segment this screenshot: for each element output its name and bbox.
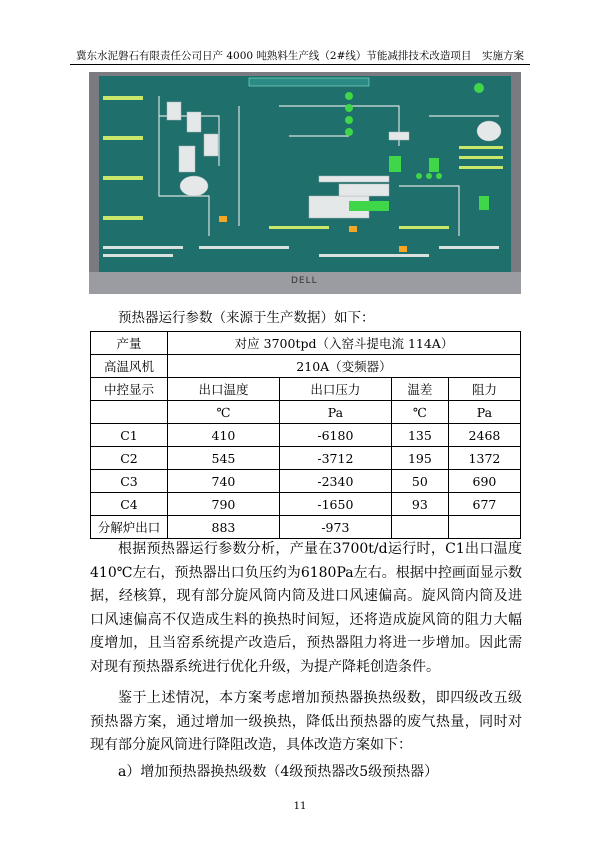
monitor-brand: DELL	[291, 276, 318, 286]
table-cell: ℃	[168, 401, 280, 424]
table-cell: 210A（变频器）	[168, 355, 521, 378]
table-cell	[391, 516, 448, 539]
table-cell: -6180	[279, 424, 391, 447]
table-cell: 740	[168, 470, 280, 493]
page-number: 11	[293, 801, 307, 812]
dcs-screen	[99, 76, 511, 272]
table-cell: 883	[168, 516, 280, 539]
table-cell: -1650	[279, 493, 391, 516]
table-cell: 677	[448, 493, 520, 516]
table-row	[91, 424, 521, 447]
paragraph-text: 根据预热器运行参数分析，产量在3700t/d运行时，C1出口温度410℃左右，预热器出口负压约为6180Pa左右。根据中控画面显示数据，经核算，现有部分旋风筒内筒及进口风速偏高。旋风筒内筒及进口风速偏高不仅造成生料的换热时间短，还将造成旋风筒的阻力大幅度增加，且当窑系统提产改造后，预热器阻力将进一步增加。因此需对现有预热器系统进行优化升级，为提产降耗创造条件。	[90, 541, 522, 675]
table-row	[91, 378, 521, 401]
preheater-params-table	[90, 331, 521, 539]
table-cell: 对应 3700tpd（入窑斗提电流 114A）	[168, 332, 521, 355]
table-cell: -2340	[279, 470, 391, 493]
row-label: C4	[91, 493, 168, 516]
table-cell: 545	[168, 447, 280, 470]
list-item-a: a）增加预热器换热级数（4级预热器改5级预热器）	[118, 764, 439, 780]
table-cell: 阻力	[448, 378, 520, 401]
table-row	[91, 493, 521, 516]
paragraph-text: 鉴于上述情况，本方案考虑增加预热器换热级数，即四级改五级预热器方案，通过增加一级换热，降低出预热器的废气热量，同时对现有部分旋风筒进行降阻改造，具体改造方案如下：	[90, 690, 522, 753]
page-header	[70, 44, 530, 65]
header-section: 实施方案	[482, 50, 524, 62]
table-cell: -3712	[279, 447, 391, 470]
table-cell: ℃	[391, 401, 448, 424]
paragraph-analysis	[90, 538, 522, 679]
table-row	[91, 470, 521, 493]
paragraph-plan	[90, 687, 522, 758]
table-cell: 93	[391, 493, 448, 516]
table-row	[91, 516, 521, 539]
table-cell: 2468	[448, 424, 520, 447]
table-cell: 135	[391, 424, 448, 447]
row-label: 产量	[91, 332, 168, 355]
table-cell: 410	[168, 424, 280, 447]
table-cell: -973	[279, 516, 391, 539]
table-cell: Pa	[279, 401, 391, 424]
dcs-screen-photo	[89, 72, 521, 294]
table-cell: 690	[448, 470, 520, 493]
row-label	[91, 401, 168, 424]
row-label: 高温风机	[91, 355, 168, 378]
table-cell: 1372	[448, 447, 520, 470]
table-row	[91, 447, 521, 470]
table-row	[91, 355, 521, 378]
process-diagram-icon	[99, 76, 511, 272]
row-label: 分解炉出口	[91, 516, 168, 539]
table-cell	[448, 516, 520, 539]
table-cell: 出口温度	[168, 378, 280, 401]
table-cell: 温差	[391, 378, 448, 401]
table-row	[91, 401, 521, 424]
table-cell: 出口压力	[279, 378, 391, 401]
table-cell: 790	[168, 493, 280, 516]
table-cell: Pa	[448, 401, 520, 424]
row-label: C1	[91, 424, 168, 447]
table-cell: 195	[391, 447, 448, 470]
row-label: C3	[91, 470, 168, 493]
table-caption: 预热器运行参数（来源于生产数据）如下：	[118, 310, 375, 326]
row-label: C2	[91, 447, 168, 470]
row-label: 中控显示	[91, 378, 168, 401]
table-row	[91, 332, 521, 355]
header-title: 冀东水泥磐石有限责任公司日产 4000 吨熟料生产线（2#线）节能减排技术改造项目	[76, 50, 472, 62]
table-cell: 50	[391, 470, 448, 493]
